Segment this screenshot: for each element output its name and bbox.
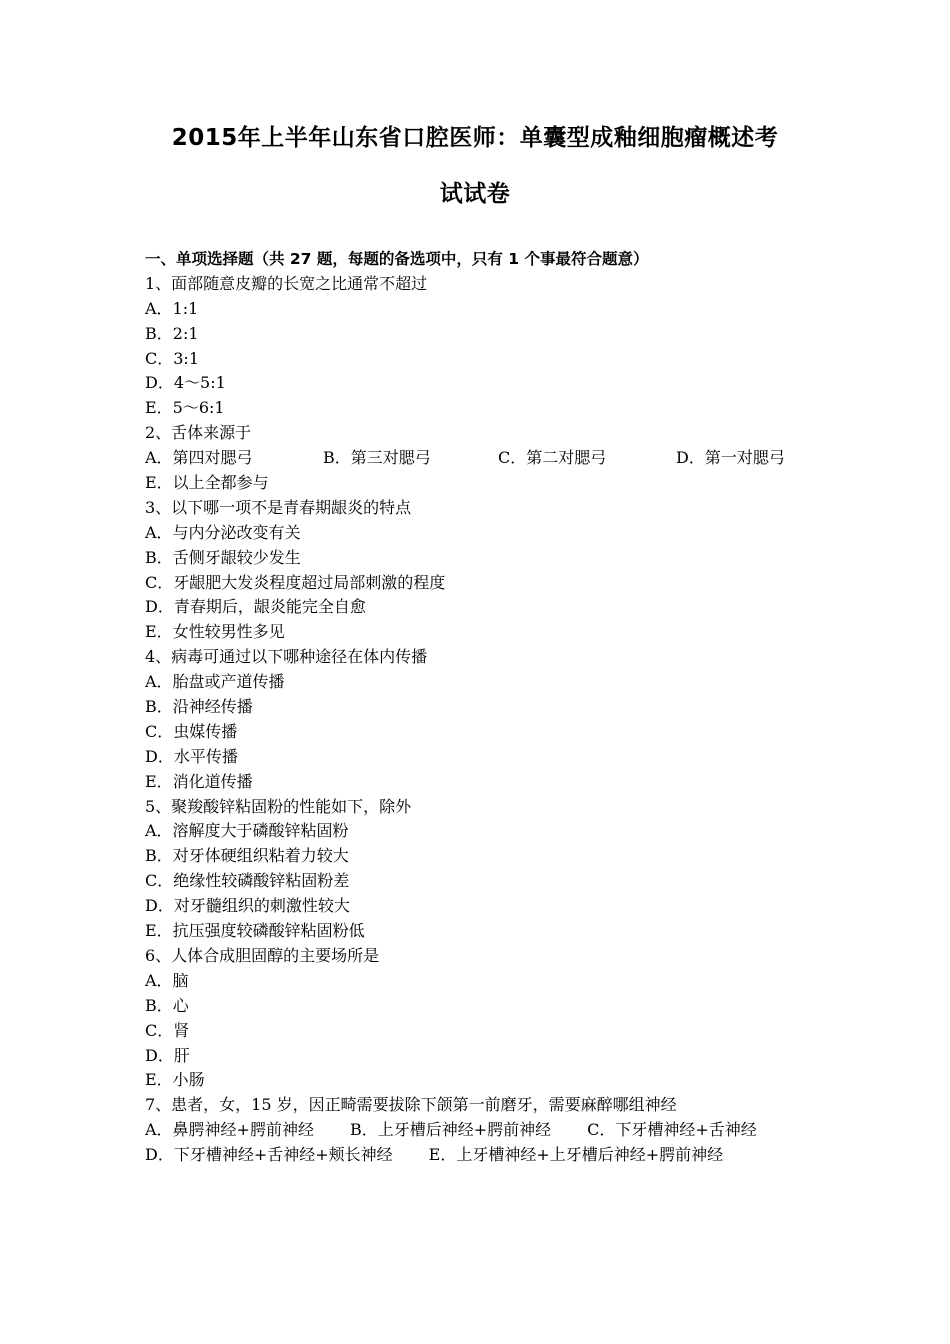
option: D．第一对腮弓: [676, 448, 785, 468]
option: B．第三对腮弓: [323, 448, 431, 468]
option: C．肾: [145, 1020, 190, 1040]
option: D．4～5:1: [145, 373, 226, 393]
option: D．对牙髓组织的刺激性较大: [145, 896, 350, 916]
option: E．女性较男性多见: [145, 622, 285, 642]
option: E．以上全都参与: [145, 473, 269, 493]
option: D．肝: [145, 1045, 190, 1065]
option: B．沿神经传播: [145, 697, 253, 717]
option: C．绝缘性较磷酸锌粘固粉差: [145, 871, 350, 891]
option: B．2:1: [145, 323, 199, 343]
question-4: 4、病毒可通过以下哪种途径在体内传播: [145, 647, 428, 667]
option: A．1:1: [145, 298, 199, 318]
option: A．与内分泌改变有关: [145, 522, 301, 542]
option: B．对牙体硬组织粘着力较大: [145, 846, 349, 866]
question-5: 5、聚羧酸锌粘固粉的性能如下，除外: [145, 796, 412, 816]
section-heading: 一、单项选择题（共 27 题，每题的备选项中，只有 1 个事最符合题意）: [145, 250, 649, 268]
option: A．鼻腭神经+腭前神经: [145, 1120, 314, 1140]
option-block: [145, 1118, 815, 1168]
document-title-line2: 试试卷: [439, 181, 511, 207]
option: E．5～6:1: [145, 398, 225, 418]
option: C．虫媒传播: [145, 721, 238, 741]
option: A．脑: [145, 970, 189, 990]
question-3: 3、以下哪一项不是青春期龈炎的特点: [145, 497, 412, 517]
option: D．下牙槽神经+舌神经+颊长神经: [145, 1145, 393, 1165]
option: B．心: [145, 995, 189, 1015]
option: C．第二对腮弓: [498, 448, 607, 468]
option: E．小肠: [145, 1070, 205, 1090]
document-title-line1: 2015年上半年山东省口腔医师：单囊型成釉细胞瘤概述考: [171, 125, 779, 151]
option: A．第四对腮弓: [145, 448, 253, 468]
option: E．消化道传播: [145, 771, 253, 791]
document-body: [145, 247, 815, 1168]
option: D．青春期后，龈炎能完全自愈: [145, 597, 366, 617]
question-2: 2、舌体来源于: [145, 423, 252, 443]
option: E．上牙槽神经+上牙槽后神经+腭前神经: [428, 1145, 724, 1165]
option-row: [145, 446, 815, 471]
option: E．抗压强度较磷酸锌粘固粉低: [145, 921, 365, 941]
option: C．3:1: [145, 348, 199, 368]
option: B．上牙槽后神经+腭前神经: [349, 1120, 552, 1140]
question-1: 1、面部随意皮瓣的长宽之比通常不超过: [145, 273, 428, 293]
question-7: 7、患者，女，15 岁，因正畸需要拔除下颌第一前磨牙，需要麻醉哪组神经: [145, 1095, 677, 1115]
option: A．胎盘或产道传播: [145, 672, 285, 692]
option: C．牙龈肥大发炎程度超过局部刺激的程度: [145, 572, 446, 592]
option: D．水平传播: [145, 746, 238, 766]
option: C．下牙槽神经+舌神经: [587, 1120, 757, 1140]
option: B．舌侧牙龈较少发生: [145, 547, 301, 567]
question-6: 6、人体合成胆固醇的主要场所是: [145, 945, 380, 965]
option: A．溶解度大于磷酸锌粘固粉: [145, 821, 349, 841]
